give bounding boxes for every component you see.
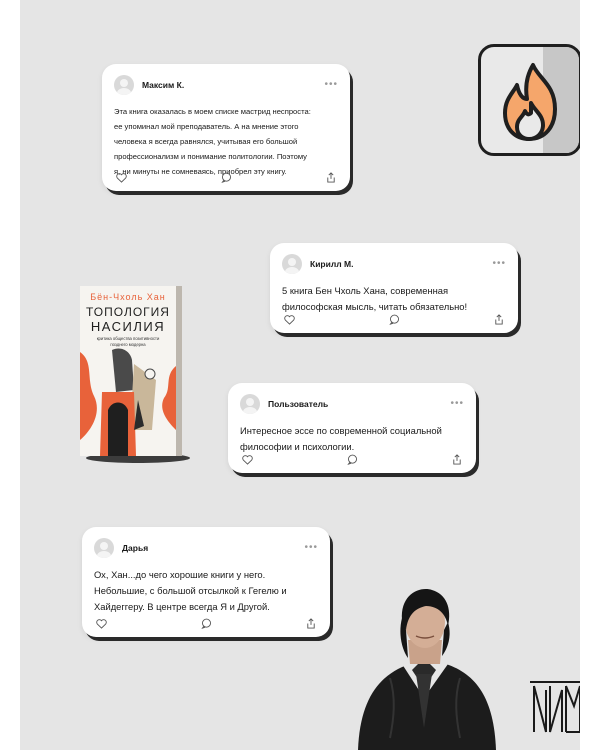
book-art-shape xyxy=(145,369,155,379)
review-actions xyxy=(242,454,462,465)
fire-icon xyxy=(481,47,580,156)
review-text-line: Небольшие, с большой отсылкой к Гегелю и xyxy=(94,585,287,596)
avatar[interactable] xyxy=(240,394,260,414)
review-header xyxy=(282,253,506,275)
review-text-line: философии и психологии. xyxy=(240,441,355,452)
review-text-line: Ох, Хан...до чего хорошие книги у него. xyxy=(94,569,266,580)
review-author[interactable]: Дарья xyxy=(122,543,149,553)
more-menu-icon[interactable]: ••• xyxy=(324,79,338,90)
review-text xyxy=(114,104,338,179)
review-card xyxy=(82,527,330,637)
heart-icon[interactable] xyxy=(96,619,107,629)
review-card xyxy=(270,243,518,333)
more-menu-icon[interactable]: ••• xyxy=(304,542,318,553)
review-text-line: ее упоминал мой преподаватель. А на мнение этого xyxy=(114,122,299,131)
share-icon[interactable] xyxy=(326,172,336,183)
review-header xyxy=(240,393,464,415)
review-author[interactable]: Пользователь xyxy=(268,399,329,409)
review-header xyxy=(114,74,338,96)
book-cover xyxy=(72,280,197,465)
review-author[interactable]: Максим К. xyxy=(142,80,185,90)
author-photo xyxy=(350,578,500,750)
book-title-line1: ТОПОЛОГИЯ xyxy=(86,305,170,319)
review-actions xyxy=(284,314,504,325)
review-text-line: человека я всегда равнялся, учитывая его большой xyxy=(114,137,298,146)
share-icon[interactable] xyxy=(306,618,316,629)
review-text xyxy=(94,567,318,615)
book-subtitle-line1: критика общества позитивности xyxy=(96,336,160,341)
review-text xyxy=(282,283,506,315)
review-actions xyxy=(96,618,316,629)
review-text-line: я, ни минуты не сомневаясь, приобрел эту книгу. xyxy=(114,167,287,176)
review-text-line: философская мысль, читать обязательно! xyxy=(282,301,468,312)
review-actions xyxy=(116,172,336,183)
review-author[interactable]: Кирилл М. xyxy=(310,259,354,269)
more-menu-icon[interactable]: ••• xyxy=(450,398,464,409)
share-icon[interactable] xyxy=(452,454,462,465)
heart-icon[interactable] xyxy=(242,455,253,465)
review-text-line: Хайдеггеру. В центре всегда Я и Другой. xyxy=(94,601,270,612)
book-subtitle-line2: позднего модерна xyxy=(110,342,146,347)
review-header xyxy=(94,537,318,559)
fire-badge xyxy=(478,44,580,156)
avatar[interactable] xyxy=(282,254,302,274)
book-art-shape xyxy=(108,403,128,457)
comment-icon[interactable] xyxy=(347,454,358,465)
publisher-logo xyxy=(526,676,580,736)
avatar[interactable] xyxy=(94,538,114,558)
review-card xyxy=(102,64,350,191)
background-canvas xyxy=(20,0,580,750)
review-text-line: 5 книга Бен Чхоль Хана, современная xyxy=(282,285,449,296)
review-text-line: профессионализм и понимание политологии. Поэтому xyxy=(114,152,307,161)
share-icon[interactable] xyxy=(494,314,504,325)
review-text-line: Интересное эссе по современной социальной xyxy=(240,425,442,436)
avatar[interactable] xyxy=(114,75,134,95)
comment-icon[interactable] xyxy=(389,314,400,325)
heart-icon[interactable] xyxy=(284,315,295,325)
more-menu-icon[interactable]: ••• xyxy=(492,258,506,269)
heart-icon[interactable] xyxy=(116,173,127,183)
review-text-line: Эта книга оказалась в моем списке мастрид неспроста: xyxy=(114,107,311,116)
book-author: Бён-Чхоль Хан xyxy=(90,292,166,302)
book-title-line2: НАСИЛИЯ xyxy=(90,319,166,334)
comment-icon[interactable] xyxy=(201,618,212,629)
review-text xyxy=(240,423,464,455)
review-card xyxy=(228,383,476,473)
comment-icon[interactable] xyxy=(221,172,232,183)
